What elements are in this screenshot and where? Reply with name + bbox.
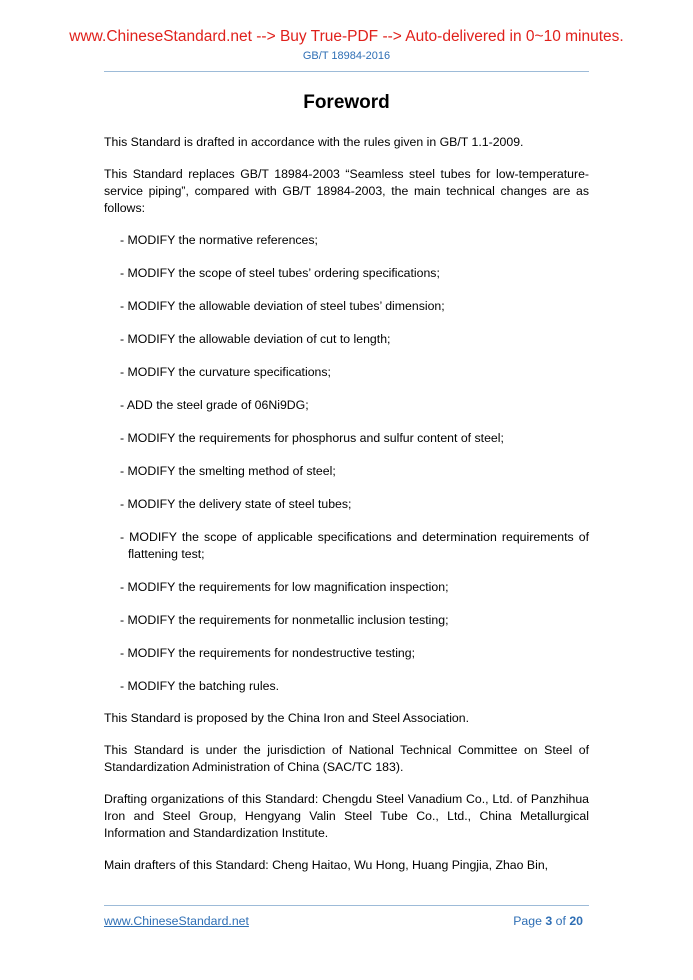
paragraph: This Standard is under the jurisdiction of National Technical Committee on Steel of Standardization Administration of China (SAC/TC 183). [104, 743, 589, 774]
page-title: Foreword [303, 92, 390, 113]
current-page-number: 3 [545, 914, 553, 928]
list-item: - MODIFY the requirements for nonmetallic inclusion testing; [120, 613, 449, 627]
paragraph: This Standard is drafted in accordance with the rules given in GB/T 1.1-2009. [104, 135, 524, 149]
list-item: - MODIFY the delivery state of steel tubes; [120, 497, 352, 511]
paragraph: Drafting organizations of this Standard: Chengdu Steel Vanadium Co., Ltd. of Panzhihua Iron and Steel Group, Hengyang Valin Steel Tube Co., Ltd., China Metallurgical Information and Standardization Institute. [104, 792, 589, 840]
list-item: - MODIFY the requirements for nondestructive testing; [120, 646, 416, 660]
header-divider [104, 71, 589, 72]
list-item: - MODIFY the batching rules. [120, 679, 280, 693]
changes-list [104, 232, 589, 695]
page-indicator: Page 3 of 20 [513, 914, 583, 928]
paragraph: This Standard is proposed by the China Iron and Steel Association. [104, 711, 470, 725]
document-number: GB/T 18984-2016 [302, 50, 391, 62]
document-body [104, 134, 589, 889]
list-item: - MODIFY the curvature specifications; [120, 365, 331, 379]
footer-divider [104, 905, 589, 906]
total-pages: 20 [569, 914, 583, 928]
list-item: - MODIFY the normative references; [120, 233, 318, 247]
list-item: - MODIFY the scope of applicable specifications and determination requirements of flattening test; [120, 530, 589, 561]
footer-website-link[interactable]: www.ChineseStandard.net [104, 914, 249, 928]
list-item: - MODIFY the scope of steel tubes’ ordering specifications; [120, 266, 440, 280]
list-item: - MODIFY the smelting method of steel; [120, 464, 336, 478]
banner-link[interactable]: www.ChineseStandard.net --> Buy True-PDF --> Auto-delivered in 0~10 minutes. [69, 28, 624, 45]
paragraph: This Standard replaces GB/T 18984-2003 “Seamless steel tubes for low-temperature-service piping”, compared with GB/T 18984-2003, the main technical changes are as follows: [104, 167, 589, 215]
list-item: - MODIFY the allowable deviation of steel tubes’ dimension; [120, 299, 445, 313]
paragraph: Main drafters of this Standard: Cheng Haitao, Wu Hong, Huang Pingjia, Zhao Bin, [104, 858, 549, 872]
list-item: - MODIFY the requirements for phosphorus and sulfur content of steel; [120, 431, 504, 445]
list-item: - MODIFY the allowable deviation of cut to length; [120, 332, 391, 346]
list-item: - ADD the steel grade of 06Ni9DG; [120, 398, 309, 412]
list-item: - MODIFY the requirements for low magnification inspection; [120, 580, 449, 594]
